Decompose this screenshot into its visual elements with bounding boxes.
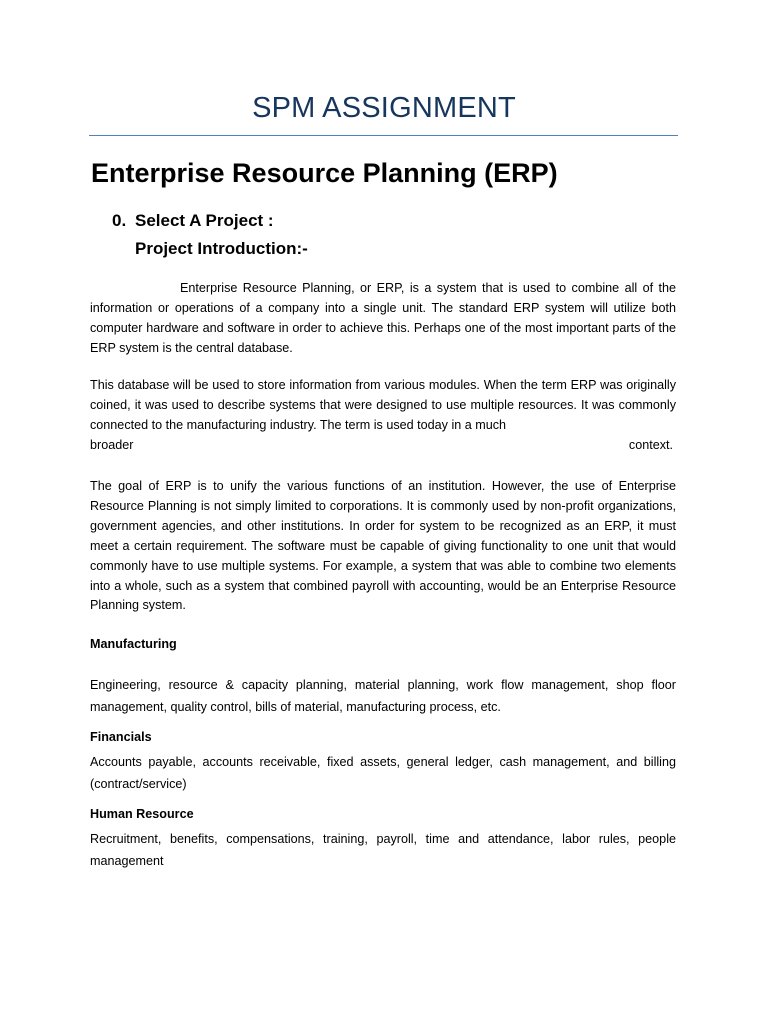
main-heading: Enterprise Resource Planning (ERP) bbox=[91, 158, 558, 188]
section-heading-human-resource: Human Resource bbox=[90, 807, 194, 821]
paragraph-intro: Enterprise Resource Planning, or ERP, is a system that is used to combine all of the information or operations of a company into a single unit. The standard ERP system will utilize both computer hardware and software in order to achieve this. Perhaps one of the most important parts of the ERP system is the central database. bbox=[90, 281, 676, 355]
section-text-manufacturing: Engineering, resource & capacity planning, material planning, work flow management, shop floor management, quality control, bills of material, manufacturing process, etc. bbox=[90, 678, 676, 714]
paragraph-database: This database will be used to store information from various modules. When the term ERP was originally coined, it was used to describe systems that were designed to use multiple resources. It was commonly connected to the manufacturing industry. The term is used today in a much bbox=[90, 378, 676, 432]
list-item-label: Select A Project : bbox=[135, 211, 274, 230]
sub-heading: Project Introduction:- bbox=[135, 239, 308, 258]
section-text-financials: Accounts payable, accounts receivable, fixed assets, general ledger, cash management, and billing (contract/service) bbox=[90, 755, 676, 791]
section-text-human-resource: Recruitment, benefits, compensations, training, payroll, time and attendance, labor rules, people management bbox=[90, 832, 676, 868]
last-line-right-word: context. bbox=[628, 438, 673, 452]
paragraph-database-last-line bbox=[90, 436, 673, 456]
section-heading-manufacturing: Manufacturing bbox=[90, 637, 177, 651]
document-title: SPM ASSIGNMENT bbox=[252, 92, 516, 124]
paragraph-goal: The goal of ERP is to unify the various functions of an institution. However, the use of Enterprise Resource Planning is not simply limited to corporations. It is commonly used by non-profit organizations, government agencies, and other institutions. In order for system to be recognized as an ERP, it must meet a certain requirement. The software must be capable of giving functionality to one unit that would commonly have to use multiple systems. For example, a system that was able to combine two elements into a whole, such as a system that combined payroll with accounting, would be an Enterprise Resource Planning system. bbox=[90, 479, 676, 613]
last-line-left-word: broader bbox=[90, 438, 134, 452]
list-item-number: 0. bbox=[112, 211, 127, 230]
section-heading-financials: Financials bbox=[90, 730, 152, 744]
title-divider bbox=[89, 135, 678, 136]
